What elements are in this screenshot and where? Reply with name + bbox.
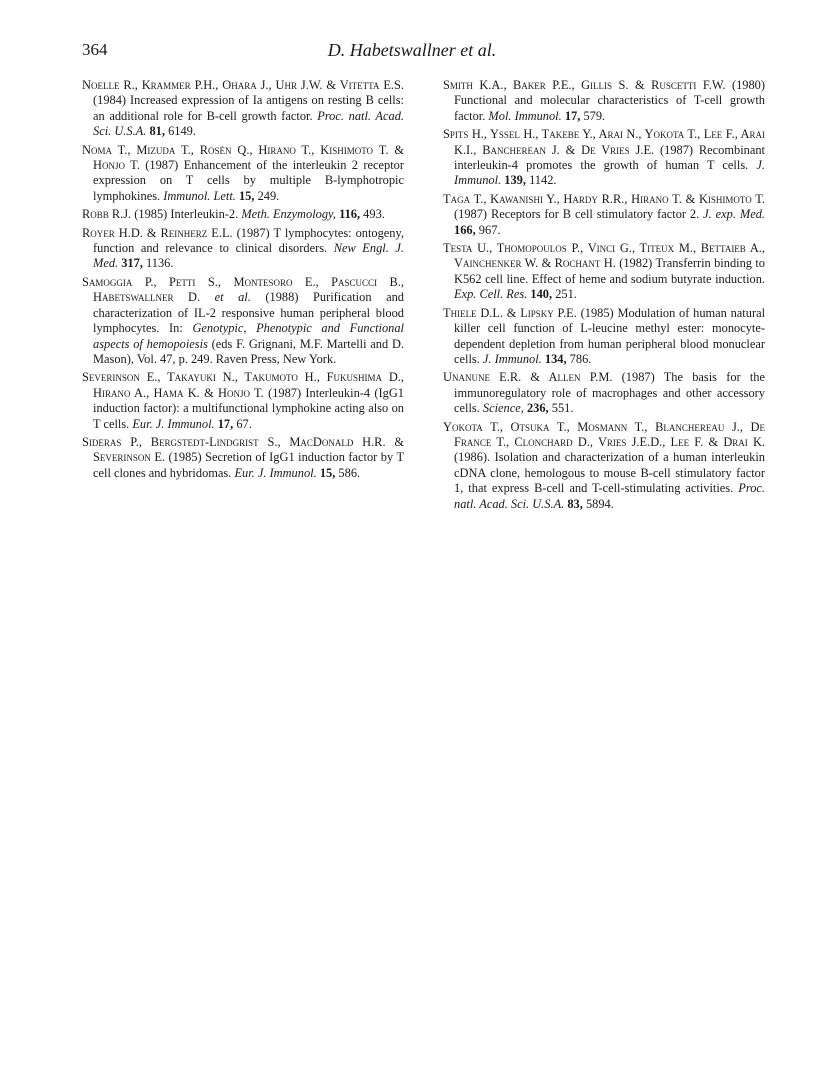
ref-et-al: et al. — [214, 290, 251, 305]
ref-title: Functional and molecular characteristics of T-cell growth factor. — [454, 93, 765, 123]
reference-entry — [443, 306, 765, 368]
ref-year: (1985) — [580, 305, 614, 320]
ref-journal: Immunol. Lett. — [163, 188, 236, 203]
ref-year: (1984) — [93, 93, 127, 108]
references-right-column — [443, 78, 765, 515]
ref-year: (1986). — [454, 450, 491, 465]
ref-pages: 786. — [569, 351, 592, 366]
ref-volume: 17, — [564, 108, 581, 123]
ref-volume: 15, — [238, 188, 255, 203]
ref-pages: 551. — [551, 401, 574, 416]
ref-journal: J. exp. Med. — [703, 207, 765, 222]
ref-year: (1985) — [168, 450, 202, 465]
ref-volume: 116, — [339, 207, 361, 222]
ref-authors: Taga T., Kawanishi Y., Hardy R.R., Hirano T. & Kishimoto T. — [443, 191, 765, 206]
ref-volume: 236, — [526, 401, 549, 416]
ref-authors: Smith K.A., Baker P.E., Gillis S. & Ruscetti F.W. — [443, 78, 726, 92]
ref-authors: Sideras P., Bergstedt-Lindgrist S., MacDonald H.R. & Severinson E. — [82, 434, 404, 465]
ref-journal: J. Immunol. — [454, 158, 765, 188]
ref-title: Isolation and characterization of a human interleukin cDNA clone, hemologous to mouse B-cell stimulatory factor 1, that express B-cell and T-cell-stimulating activities. — [454, 450, 765, 496]
ref-title: Interleukin-2. — [170, 207, 239, 222]
ref-volume: 15, — [319, 465, 336, 480]
ref-volume: 166, — [454, 222, 476, 237]
reference-entry — [82, 435, 404, 481]
reference-entry — [82, 370, 404, 432]
ref-year: (1985) — [134, 207, 168, 222]
ref-authors: Noelle R., Krammer P.H., Ohara J., Uhr J.W. & Vitetta E.S. — [82, 78, 404, 92]
ref-title: Transferrin binding to K562 cell line. Effect of heme and sodium butyrate induction. — [454, 256, 765, 286]
ref-pages: 967. — [478, 222, 501, 237]
reference-entry — [443, 78, 765, 124]
ref-year: (1987) — [236, 225, 270, 240]
reference-entry — [82, 226, 404, 272]
ref-journal: Mol. Immunol. — [488, 108, 562, 123]
ref-journal: Proc. natl. Acad. Sci. U.S.A. — [93, 108, 404, 139]
ref-pages: 67. — [236, 416, 252, 431]
reference-entry — [82, 275, 404, 367]
ref-pages: 1142. — [529, 173, 557, 188]
ref-title: Modulation of human natural killer cell function of L-leucine methyl ester: monocyte-dependent depletion from human peripheral blood monuclear cells. — [454, 305, 766, 366]
ref-year: (1987) — [145, 158, 179, 173]
ref-authors: Testa U., Thomopoulos P., Vinci G., Titeux M., Bettaieb A., Vainchenker W. & Rochant H. — [443, 241, 765, 271]
ref-title: Purification and characterization of IL-2 responsive human peripheral blood lymphocytes. In: — [93, 290, 404, 336]
ref-pages: 6149. — [168, 124, 196, 139]
ref-volume: 317, — [121, 256, 143, 271]
ref-title: T lymphocytes: ontogeny, function and relevance to clinical disorders. — [93, 225, 404, 256]
ref-publication-details: (eds F. Grignani, M.F. Martelli and D. Mason), Vol. 47, p. 249. Raven Press, New York. — [93, 336, 404, 366]
ref-pages: 5894. — [585, 496, 614, 511]
reference-entry — [443, 127, 765, 189]
ref-volume: 140, — [530, 287, 553, 302]
reference-entry — [443, 420, 765, 512]
ref-year: (1987) — [660, 142, 694, 157]
ref-year: (1988) — [265, 290, 299, 305]
ref-authors: Royer H.D. & Reinherz E.L. — [82, 225, 233, 240]
ref-journal: New Engl. J. Med. — [93, 241, 404, 271]
ref-year: (1987) — [621, 370, 655, 385]
ref-year: (1987) — [454, 207, 488, 222]
reference-entry — [82, 207, 404, 222]
ref-pages: 493. — [363, 207, 385, 222]
ref-volume: 17, — [217, 416, 234, 431]
running-head: D. Habetswallner et al. — [327, 40, 497, 60]
ref-authors: Robb R.J. — [82, 207, 132, 222]
ref-volume: 81, — [149, 124, 165, 139]
ref-journal: Proc. natl. Acad. Sci. U.S.A. — [454, 481, 765, 511]
ref-pages: 251. — [555, 287, 577, 302]
ref-pages: 579. — [583, 108, 606, 123]
page-number: 364 — [82, 40, 108, 59]
ref-pages: 1136. — [146, 256, 174, 271]
ref-journal: Eur. J. Immunol. — [132, 416, 215, 431]
ref-book-title: Genotypic, Phenotypic and Functional aspects of hemopoiesis — [93, 321, 404, 351]
ref-journal: J. Immunol. — [482, 351, 542, 366]
ref-year: (1982) — [619, 256, 653, 271]
ref-title: Receptors for B cell stimulatory factor 2. — [490, 207, 700, 222]
reference-entry — [443, 370, 765, 416]
ref-journal: Meth. Enzymology, — [241, 207, 336, 222]
ref-volume: 139, — [504, 173, 526, 188]
ref-title: Enhancement of the interleukin 2 receptor expression on T cells by multiple B-lymphotropic lymphokines. — [93, 158, 404, 203]
ref-authors: Samoggia P., Petti S., Montesoro E., Pascucci B., Habetswallner D. — [82, 274, 404, 305]
ref-authors: Noma T., Mizuda T., Rosén Q., Hirano T., Kishimoto T. & Honjo T. — [82, 142, 404, 173]
ref-journal: Science, — [482, 401, 524, 416]
reference-entry — [443, 241, 765, 303]
ref-title: Secretion of IgG1 induction factor by T cell clones and hybridomas. — [93, 450, 405, 480]
ref-volume: 134, — [544, 351, 567, 366]
ref-authors: Spits H., Yssel H., Takebe Y., Arai N., Yokota T., Lee F., Arai K.I., Bancherean J. & De Vries J.E. — [443, 127, 765, 157]
ref-year: (1980) — [731, 78, 765, 92]
reference-entry — [82, 143, 404, 205]
ref-year: (1987) — [268, 385, 302, 400]
ref-title: Interleukin-4 (IgG1 induction factor): a multifunctional lymphokine acting also on T cells. — [93, 385, 404, 431]
ref-pages: 586. — [338, 465, 361, 480]
page-header — [82, 40, 742, 64]
reference-entry — [443, 192, 765, 238]
reference-entry — [82, 78, 404, 140]
ref-title: The basis for the immunoregulatory role of macrophages and other accessory cells. — [454, 370, 765, 416]
ref-pages: 249. — [257, 188, 280, 203]
ref-volume: 83, — [567, 496, 583, 511]
ref-authors: Yokota T., Otsuka T., Mosmann T., Blanchereau J., De France T., Clonchard D., Vries J.E.D., Lee F. & Drai K. — [443, 419, 765, 449]
ref-title: Increased expression of Ia antigens on resting B cells: an additional role for B-cell growth factor. — [93, 93, 404, 123]
ref-authors: Unanune E.R. & Allen P.M. — [443, 370, 613, 385]
ref-title: Recombinant interleukin-4 promotes the growth of human T cells. — [454, 142, 765, 173]
ref-authors: Thiele D.L. & Lipsky P.E. — [443, 305, 577, 320]
ref-journal: Exp. Cell. Res. — [454, 287, 528, 302]
ref-journal: Eur. J. Immunol. — [234, 465, 317, 480]
ref-authors: Severinson E., Takayuki N., Takumoto H., Fukushima D., Hirano A., Hama K. & Honjo T. — [82, 370, 404, 400]
references-left-column — [82, 78, 404, 484]
